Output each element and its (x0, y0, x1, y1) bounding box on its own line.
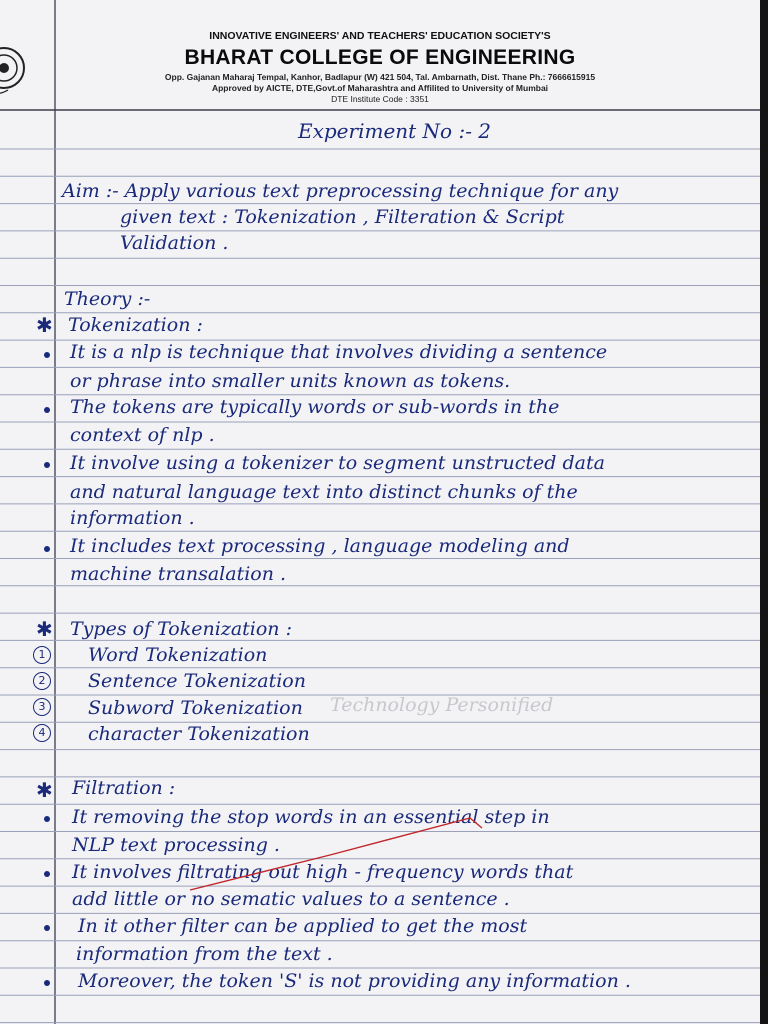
society-name: INNOVATIVE ENGINEERS' AND TEACHERS' EDUCATION SOCIETY'S (209, 30, 551, 42)
type-item: Word Tokenization (88, 644, 268, 666)
circled-number: 3 (33, 698, 51, 716)
aim-line-3: Validation . (120, 232, 229, 254)
page-edge (760, 0, 768, 1024)
filtration-line: NLP text processing . (72, 834, 280, 856)
experiment-title: Experiment No :- 2 (298, 119, 492, 143)
type-item: Subword Tokenization (88, 697, 303, 719)
tokenization-line: The tokens are typically words or sub-words in the (70, 396, 560, 418)
tokenization-line: or phrase into smaller units known as tokens. (70, 370, 511, 392)
type-item: character Tokenization (88, 723, 310, 745)
tokenization-heading: Tokenization : (68, 314, 203, 336)
college-name: BHARAT COLLEGE OF ENGINEERING (184, 46, 576, 69)
tokenization-line: It includes text processing , language modeling and (70, 535, 570, 557)
star-bullet-icon: ✱ (36, 617, 53, 641)
filtration-line: It involves filtrating out high - frequency words that (72, 861, 574, 883)
tokenization-line: and natural language text into distinct chunks of the (70, 481, 578, 503)
star-bullet-icon: ✱ (36, 778, 53, 802)
aim-line-1: Aim :- Apply various text preprocessing technique for any (62, 180, 619, 202)
tokenization-line: information . (70, 507, 195, 529)
college-address: Opp. Gajanan Maharaj Tempal, Kanhor, Badlapur (W) 421 504, Tal. Ambarnath, Dist. Thane Ph.: 7666615915 (164, 72, 596, 82)
types-heading: Types of Tokenization : (70, 618, 292, 640)
filtration-line: Moreover, the token 'S' is not providing any information . (78, 970, 631, 992)
filtration-line: It removing the stop words in an essential step in (72, 806, 550, 828)
tokenization-line: It is a nlp is technique that involves dividing a sentence (70, 341, 608, 363)
theory-heading: Theory :- (64, 288, 151, 310)
filtration-line: information from the text . (76, 943, 333, 965)
filtration-line: add little or no sematic values to a sentence . (72, 888, 510, 910)
watermark: Technology Personified (330, 694, 554, 716)
circled-number: 1 (33, 646, 51, 664)
tokenization-line: It involve using a tokenizer to segment unstructed data (70, 452, 605, 474)
circled-number: 2 (33, 672, 51, 690)
filtration-heading: Filtration : (72, 777, 176, 799)
type-item: Sentence Tokenization (88, 670, 306, 692)
institute-code: DTE Institute Code : 3351 (331, 94, 429, 104)
circled-number: 4 (33, 724, 51, 742)
tokenization-line: context of nlp . (70, 424, 215, 446)
approval-text: Approved by AICTE, DTE,Govt.of Maharashtra and Affilited to University of Mumbai (211, 83, 549, 93)
tokenization-line: machine transalation . (70, 563, 287, 585)
aim-line-2: given text : Tokenization , Filteration & Script (120, 206, 565, 228)
filtration-line: In it other filter can be applied to get the most (78, 915, 528, 937)
star-bullet-icon: ✱ (36, 313, 53, 337)
